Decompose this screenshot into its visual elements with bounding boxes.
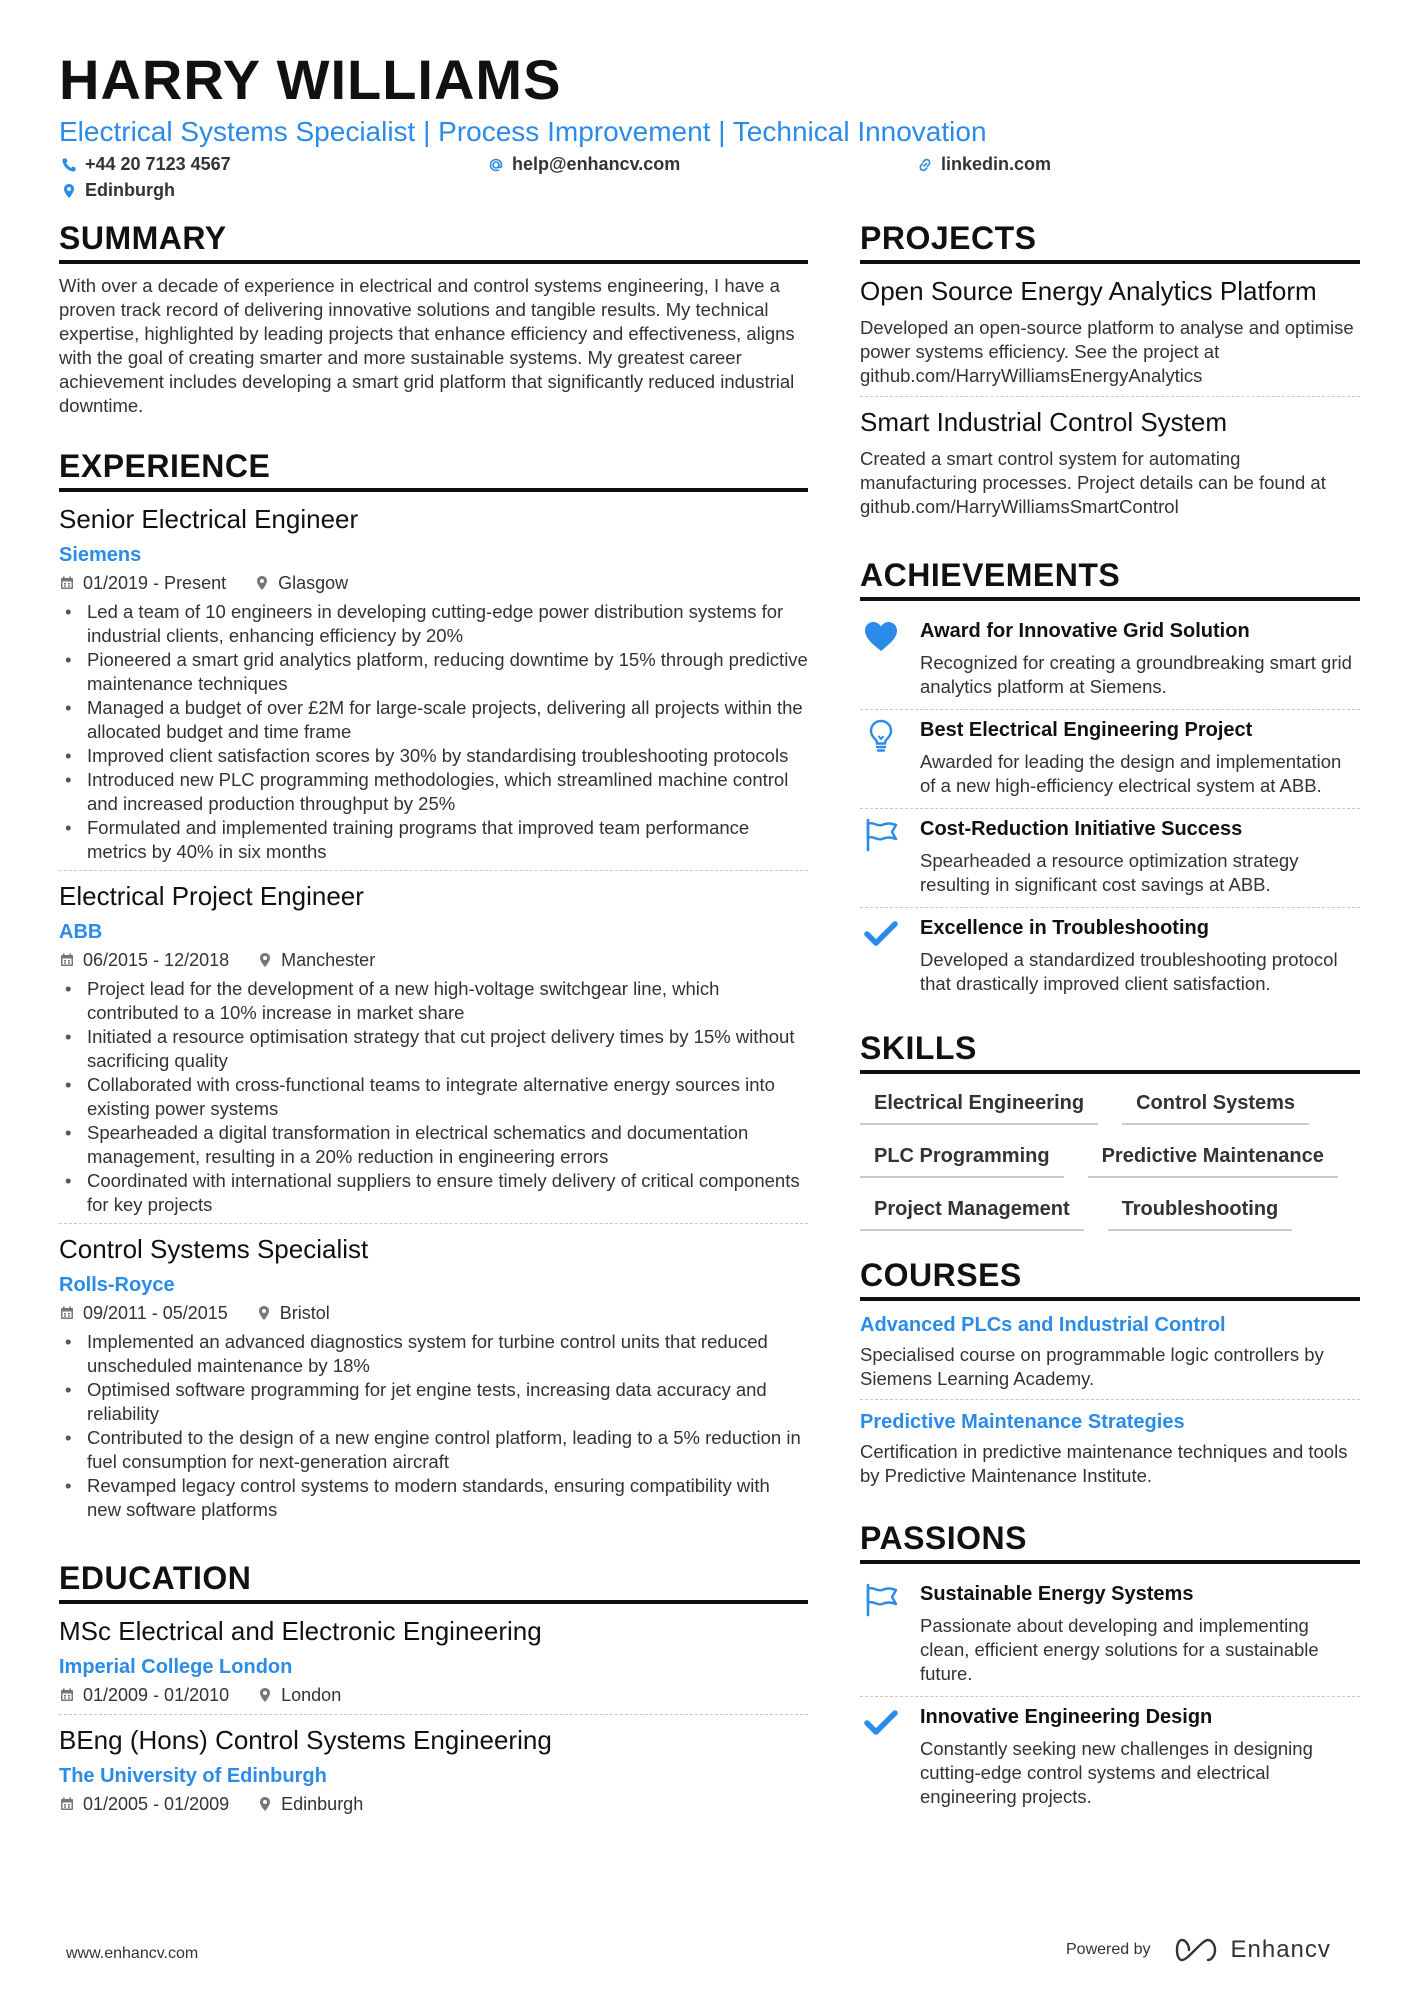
contact-location [61, 180, 175, 201]
achievement-description: Awarded for leading the design and implementation of a new high-efficiency electrical system at ABB. [920, 751, 1342, 796]
resume-header [59, 48, 1359, 210]
job-title: Electrical Project Engineer [59, 881, 364, 911]
experience-section [59, 446, 808, 1528]
left-column [59, 218, 808, 1851]
passion-title: Sustainable Energy Systems [920, 1583, 1194, 1605]
calendar-icon [59, 1687, 75, 1703]
course-description: Certification in predictive maintenance techniques and tools by Predictive Maintenance Institute. [860, 1441, 1348, 1486]
achievement-title: Cost-Reduction Initiative Success [920, 818, 1243, 840]
degree-title: BEng (Hons) Control Systems Engineering [59, 1725, 552, 1755]
passion-description: Passionate about developing and implementing clean, efficient energy solutions for a sustainable future. [920, 1615, 1319, 1684]
link-icon [917, 157, 933, 173]
brand-name: Enhancv [1230, 1936, 1331, 1963]
summary-heading: SUMMARY [59, 218, 808, 264]
skills-heading: SKILLS [860, 1028, 1360, 1074]
job-dates: 09/2011 - 05/2015 [83, 1303, 228, 1323]
bullet-item: • Managed a budget of over £2M for large-scale projects, delivering all projects within the allocated budget and time frame [59, 696, 808, 744]
achievement-description: Recognized for creating a groundbreaking smart grid analytics platform at Siemens. [920, 652, 1352, 697]
education-section [59, 1558, 808, 1823]
education-entry [59, 1614, 808, 1715]
job-bullets [59, 1330, 808, 1522]
course-entry [860, 1408, 1360, 1496]
skill-tag: Control Systems [1122, 1088, 1309, 1125]
achievements-section [860, 555, 1360, 1006]
school-name[interactable]: Imperial College London [59, 1656, 293, 1678]
bullet-item: • Revamped legacy control systems to modern standards, ensuring compatibility with new software platforms [59, 1474, 808, 1522]
achievement-description: Spearheaded a resource optimization strategy resulting in significant cost savings at ABB. [920, 850, 1299, 895]
company-name[interactable]: ABB [59, 921, 103, 943]
location-pin-icon [254, 575, 270, 591]
job-title: Senior Electrical Engineer [59, 504, 359, 534]
experience-entry [59, 1232, 808, 1528]
projects-heading: PROJECTS [860, 218, 1360, 264]
location-text: Edinburgh [85, 180, 175, 200]
bullet-item: • Improved client satisfaction scores by 30% by standardising troubleshooting protocols [59, 744, 808, 768]
achievement-title: Award for Innovative Grid Solution [920, 620, 1250, 642]
projects-section [860, 218, 1360, 527]
education-location: London [281, 1685, 342, 1705]
bullet-item: • Led a team of 10 engineers in developing cutting-edge power distribution systems for industrial clients, enhancing efficiency by 20% [59, 600, 808, 648]
bullet-item: • Optimised software programming for jet engine tests, increasing data accuracy and reliability [59, 1378, 808, 1426]
checkmark-icon [863, 1705, 899, 1741]
location-pin-icon [257, 1687, 273, 1703]
calendar-icon [59, 1305, 75, 1321]
at-icon [488, 157, 504, 173]
heart-icon [863, 619, 899, 655]
education-meta [59, 1682, 808, 1708]
checkmark-icon [863, 916, 899, 952]
passions-section [860, 1518, 1360, 1819]
job-meta [59, 570, 808, 596]
job-dates: 06/2015 - 12/2018 [83, 950, 230, 970]
bullet-item: • Contributed to the design of a new engine control platform, leading to a 5% reduction in fuel consumption for next-generation aircraft [59, 1426, 808, 1474]
summary-section [59, 218, 808, 418]
experience-entry [59, 879, 808, 1224]
experience-heading: EXPERIENCE [59, 446, 808, 492]
course-entry [860, 1311, 1360, 1400]
education-dates: 01/2005 - 01/2009 [83, 1794, 230, 1814]
skill-tag: Predictive Maintenance [1088, 1141, 1338, 1178]
job-meta [59, 1300, 808, 1326]
bullet-item: • Spearheaded a digital transformation in electrical schematics and documentation management, resulting in a 20% reduction in engineering errors [59, 1121, 808, 1169]
calendar-icon [59, 1796, 75, 1812]
education-heading: EDUCATION [59, 1558, 808, 1604]
job-location: Bristol [279, 1303, 330, 1323]
candidate-subtitle: Electrical Systems Specialist | Process Improvement | Technical Innovation [59, 116, 987, 147]
phone-text: +44 20 7123 4567 [85, 154, 231, 174]
passion-entry [860, 1574, 1360, 1697]
course-title[interactable]: Predictive Maintenance Strategies [860, 1411, 1185, 1433]
location-pin-icon [61, 183, 77, 199]
bullet-item: • Introduced new PLC programming methodologies, which streamlined machine control and increased production throughput by 25% [59, 768, 808, 816]
location-pin-icon [257, 1796, 273, 1812]
calendar-icon [59, 952, 75, 968]
experience-entry [59, 502, 808, 871]
job-title: Control Systems Specialist [59, 1234, 369, 1264]
bullet-item: • Pioneered a smart grid analytics platform, reducing downtime by 15% through predictive maintenance techniques [59, 648, 808, 696]
education-location: Edinburgh [281, 1794, 364, 1814]
skill-tag: Project Management [860, 1194, 1084, 1231]
achievement-entry [860, 809, 1360, 908]
achievement-title: Excellence in Troubleshooting [920, 917, 1209, 939]
contact-email[interactable] [488, 154, 680, 175]
bullet-item: • Collaborated with cross-functional teams to integrate alternative energy sources into existing power systems [59, 1073, 808, 1121]
course-description: Specialised course on programmable logic controllers by Siemens Learning Academy. [860, 1344, 1324, 1389]
achievement-entry [860, 908, 1360, 1006]
skills-section [860, 1028, 1360, 1231]
powered-by-label: Powered by [1066, 1941, 1151, 1958]
enhancv-logo-icon [1175, 1937, 1221, 1963]
project-entry [860, 405, 1360, 527]
company-name[interactable]: Rolls-Royce [59, 1274, 175, 1296]
contact-phone[interactable] [61, 154, 231, 175]
project-title: Smart Industrial Control System [860, 407, 1228, 437]
bullet-item: • Initiated a resource optimisation strategy that cut project delivery times by 15% without sacrificing quality [59, 1025, 808, 1073]
location-pin-icon [256, 1305, 272, 1321]
skill-tag: Troubleshooting [1108, 1194, 1293, 1231]
job-dates: 01/2019 - Present [83, 573, 227, 593]
job-bullets [59, 977, 808, 1217]
project-description: Developed an open-source platform to analyse and optimise power systems efficiency. See the project at github.com/HarryWilliamsEnergyAnalytics [860, 317, 1354, 386]
education-entry [59, 1723, 808, 1823]
skills-list [860, 1084, 1360, 1231]
contact-info [59, 154, 1359, 210]
job-meta [59, 947, 808, 973]
school-name[interactable]: The University of Edinburgh [59, 1765, 327, 1787]
passions-heading: PASSIONS [860, 1518, 1360, 1564]
summary-text: With over a decade of experience in electrical and control systems engineering, I have a proven track record of delivering innovative solutions and tangible results. My technical expertise, highlighted by leading projects that enhance efficiency and effectiveness, aligns with the goal of creating smarter and more sustainable systems. My greatest career achievement includes developing a smart grid platform that significantly reduced industrial downtime. [59, 275, 795, 416]
skill-tag: Electrical Engineering [860, 1088, 1098, 1125]
project-entry [860, 274, 1360, 397]
courses-section [860, 1255, 1360, 1496]
bullet-item: • Formulated and implemented training programs that improved team performance metrics by 40% in six months [59, 816, 808, 864]
job-location: Manchester [281, 950, 376, 970]
company-name[interactable]: Siemens [59, 544, 142, 566]
project-description: Created a smart control system for automating manufacturing processes. Project details can be found at github.com/HarryWilliamsSmartControl [860, 448, 1326, 517]
contact-linkedin[interactable] [917, 154, 1051, 175]
flag-icon [863, 1582, 899, 1618]
passion-title: Innovative Engineering Design [920, 1706, 1213, 1728]
passion-entry [860, 1697, 1360, 1819]
candidate-name: HARRY WILLIAMS [59, 48, 562, 111]
bullet-item: • Project lead for the development of a new high-voltage switchgear line, which contributed to a 10% increase in market share [59, 977, 808, 1025]
project-title: Open Source Energy Analytics Platform [860, 276, 1317, 306]
education-dates: 01/2009 - 01/2010 [83, 1685, 230, 1705]
brand-logo[interactable] [1175, 1936, 1331, 1964]
courses-heading: COURSES [860, 1255, 1360, 1301]
passion-description: Constantly seeking new challenges in designing cutting-edge control systems and electrical engineering projects. [920, 1738, 1313, 1807]
achievement-description: Developed a standardized troubleshooting protocol that drastically improved client satisfaction. [920, 949, 1338, 994]
bullet-item: • Coordinated with international suppliers to ensure timely delivery of critical components for key projects [59, 1169, 808, 1217]
right-column [860, 218, 1360, 1847]
lightbulb-icon [863, 718, 899, 754]
email-text: help@enhancv.com [512, 154, 681, 174]
achievement-entry [860, 710, 1360, 809]
phone-icon [61, 157, 77, 173]
location-pin-icon [257, 952, 273, 968]
job-bullets [59, 600, 808, 864]
bullet-item: • Implemented an advanced diagnostics system for turbine control units that reduced unscheduled maintenance by 18% [59, 1330, 808, 1378]
footer-branding [1066, 1936, 1331, 1964]
achievements-heading: ACHIEVEMENTS [860, 555, 1360, 601]
job-location: Glasgow [278, 573, 349, 593]
course-title[interactable]: Advanced PLCs and Industrial Control [860, 1314, 1226, 1336]
achievement-entry [860, 611, 1360, 710]
skill-tag: PLC Programming [860, 1141, 1064, 1178]
education-meta [59, 1791, 808, 1817]
flag-icon [863, 817, 899, 853]
achievement-title: Best Electrical Engineering Project [920, 719, 1253, 741]
degree-title: MSc Electrical and Electronic Engineering [59, 1616, 542, 1646]
calendar-icon [59, 575, 75, 591]
footer-website[interactable]: www.enhancv.com [66, 1945, 199, 1962]
linkedin-text: linkedin.com [941, 154, 1052, 174]
